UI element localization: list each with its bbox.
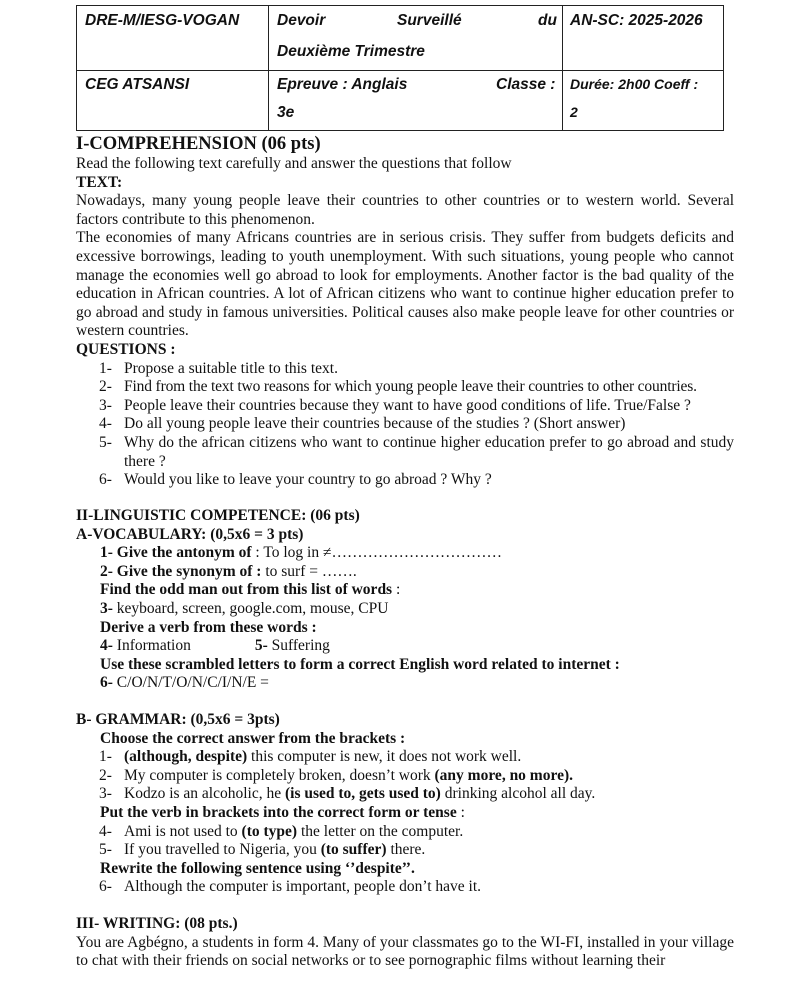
- school-name: CEG ATSANSI: [85, 76, 190, 93]
- writing-text: You are Agbégno, a students in form 4. Many of your classmates go to the WI-FI, installed in your village to chat with their friends on social networks or to see pornographic films without learning their: [76, 933, 734, 970]
- header-divider: [268, 6, 269, 130]
- header-divider: [77, 70, 723, 71]
- vocab-item-3: 3- keyboard, screen, google.com, mouse, CPU: [100, 599, 389, 617]
- trimester: Deuxième Trimestre: [277, 43, 425, 60]
- header-divider: [562, 6, 563, 130]
- grammar-list-b: [76, 823, 734, 860]
- comprehension-title: I-COMPREHENSION (06 pts): [76, 134, 321, 154]
- question-item: 6- Would you like to leave your country to go abroad ? Why ?: [99, 471, 492, 489]
- question-item: 3- People leave their countries because they want to have good conditions of life. True/False ?: [99, 396, 691, 414]
- vocab-item-4-5: 4- Information 5- Suffering: [100, 637, 330, 655]
- surveille-word: Surveillé: [397, 12, 462, 29]
- linguistic-title: II-LINGUISTIC COMPETENCE: (06 pts): [76, 507, 360, 524]
- odd-man-out-instruction: Find the odd man out from this list of words :: [100, 581, 401, 599]
- exam-header-table: [76, 5, 724, 131]
- coeff-value: 2: [570, 104, 578, 120]
- epreuve: Epreuve : Anglais: [277, 76, 408, 93]
- questions-label: QUESTIONS :: [76, 340, 176, 358]
- scramble-instruction: Use these scrambled letters to form a correct English word related to internet :: [100, 655, 620, 673]
- linguistic-section: [76, 507, 734, 693]
- classe-value: 3e: [277, 104, 295, 121]
- grammar-item: 4- Ami is not used to (to type) the letter on the computer.: [99, 822, 464, 840]
- choose-instruction: Choose the correct answer from the brackets :: [100, 729, 406, 747]
- school-year: AN-SC: 2025-2026: [570, 12, 703, 29]
- du-word: du: [538, 12, 557, 29]
- grammar-item: 5- If you travelled to Nigeria, you (to suffer) there.: [99, 841, 426, 859]
- school-region: DRE-M/IESG-VOGAN: [85, 12, 240, 29]
- derive-instruction: Derive a verb from these words :: [100, 618, 317, 636]
- grammar-item: 2- My computer is completely broken, doesn’t work (any more, no more).: [99, 766, 573, 784]
- writing-section: [76, 915, 734, 971]
- grammar-item: 3- Kodzo is an alcoholic, he (is used to, gets used to) drinking alcohol all day.: [99, 785, 596, 803]
- vocab-item-6: 6- C/O/N/T/O/N/C/I/N/E =: [100, 674, 269, 692]
- classe-label: Classe :: [496, 76, 556, 93]
- vocab-item-1: 1- Give the antonym of : To log in ≠……………………………: [100, 544, 502, 562]
- grammar-item: 1- (although, despite) this computer is new, it does not work well.: [99, 748, 522, 766]
- text-label: TEXT:: [76, 173, 123, 191]
- devoir-word: Devoir: [277, 12, 326, 29]
- question-item: 4- Do all young people leave their countries because of the studies ? (Short answer): [99, 415, 626, 433]
- vocabulary-title: A-VOCABULARY: (0,5x6 = 3 pts): [76, 525, 304, 543]
- question-item: 2- Find from the text two reasons for which young people leave their countries to other countries.: [99, 378, 697, 396]
- grammar-title: B- GRAMMAR: (0,5x6 = 3pts): [76, 711, 280, 728]
- grammar-item: 6- Although the computer is important, people don’t have it.: [99, 878, 482, 896]
- writing-title: III- WRITING: (08 pts.): [76, 915, 238, 932]
- vocab-item-2: 2- Give the synonym of : to surf = …….: [100, 562, 357, 580]
- question-item: 1- Propose a suitable title to this text.: [99, 359, 338, 377]
- duree: Durée: 2h00 Coeff :: [570, 76, 699, 92]
- grammar-list-a: [76, 748, 734, 804]
- comprehension-section: [76, 134, 734, 490]
- grammar-section: [76, 711, 734, 897]
- text-paragraph-1: Nowadays, many young people leave their countries to other countries or to western world. Several factors contribute to this phenomenon.: [76, 192, 734, 228]
- grammar-list-c: [76, 878, 734, 897]
- questions-list: [76, 360, 734, 490]
- rewrite-instruction: Rewrite the following sentence using ‘’despite’’.: [100, 859, 415, 877]
- put-verb-instruction: Put the verb in brackets into the correct form or tense :: [100, 803, 465, 821]
- question-item: 5- Why do the african citizens who want to continue higher education prefer to go abroad and study there ?: [99, 433, 734, 470]
- text-paragraph-2: The economies of many Africans countries are in serious crisis. They suffer from budgets deficits and excessive borrowings, leading to youth unemployment. With such situations, young people who cannot manage the economies well go abroad to look for employments. Another factor is the bad quality of the education in African countries. A lot of African citizens who want to continue higher education prefer to go abroad and study in famous universities. Political causes also make people leave for other countries or western countries.: [76, 229, 734, 340]
- comprehension-instruction: Read the following text carefully and answer the questions that follow: [76, 155, 512, 172]
